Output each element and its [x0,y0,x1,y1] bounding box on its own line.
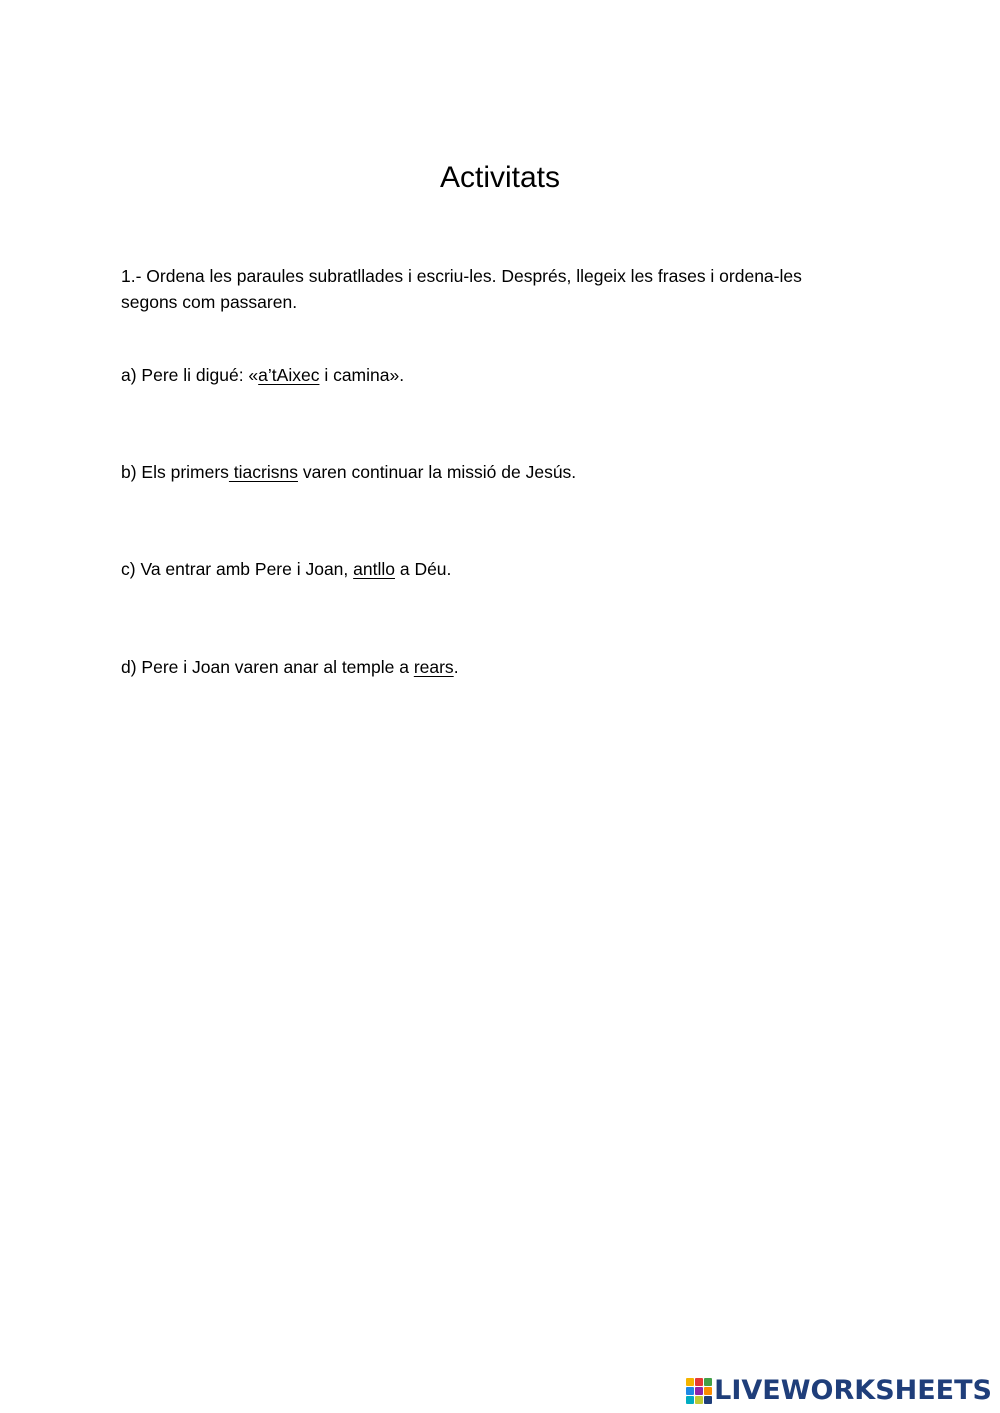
sentence-a-scrambled-word: a’tAixec [258,365,320,385]
sentence-d-after: . [453,657,459,677]
sentence-d-scrambled-word: rears [413,657,454,677]
sentence-d-before: d) Pere i Joan varen anar al temple a [121,657,414,677]
sentence-c-scrambled-word: antllo [353,559,395,579]
watermark-text: LIVEWORKSHEETS [714,1375,992,1406]
logo-square [695,1396,703,1404]
logo-square [704,1387,712,1395]
sentence-c-before: c) Va entrar amb Pere i Joan, [121,559,354,579]
sentence-a-before: a) Pere li digué: « [121,365,259,385]
page-title: Activitats [439,161,561,194]
logo-square [686,1396,694,1404]
liveworksheets-watermark [686,1375,992,1407]
logo-square [686,1378,694,1386]
sentence-c [121,557,451,581]
logo-square [704,1396,712,1404]
logo-square [695,1387,703,1395]
liveworksheets-logo-icon [686,1378,712,1404]
sentence-d [121,655,459,679]
logo-square [704,1378,712,1386]
sentence-a [121,363,404,387]
sentence-c-after: a Déu. [394,559,452,579]
exercise-instruction: 1.- Ordena les paraules subratllades i escriu-les. Després, llegeix les frases i ordena-les segons com passaren. [121,266,802,312]
sentence-a-after: i camina». [319,365,405,385]
sentence-b-after: varen continuar la missió de Jesús. [297,462,577,482]
sentence-b [121,460,576,484]
sentence-b-before: b) Els primers [121,462,229,482]
sentence-b-scrambled-word: tiacrisns [228,462,298,482]
logo-square [695,1378,703,1386]
logo-square [686,1387,694,1395]
